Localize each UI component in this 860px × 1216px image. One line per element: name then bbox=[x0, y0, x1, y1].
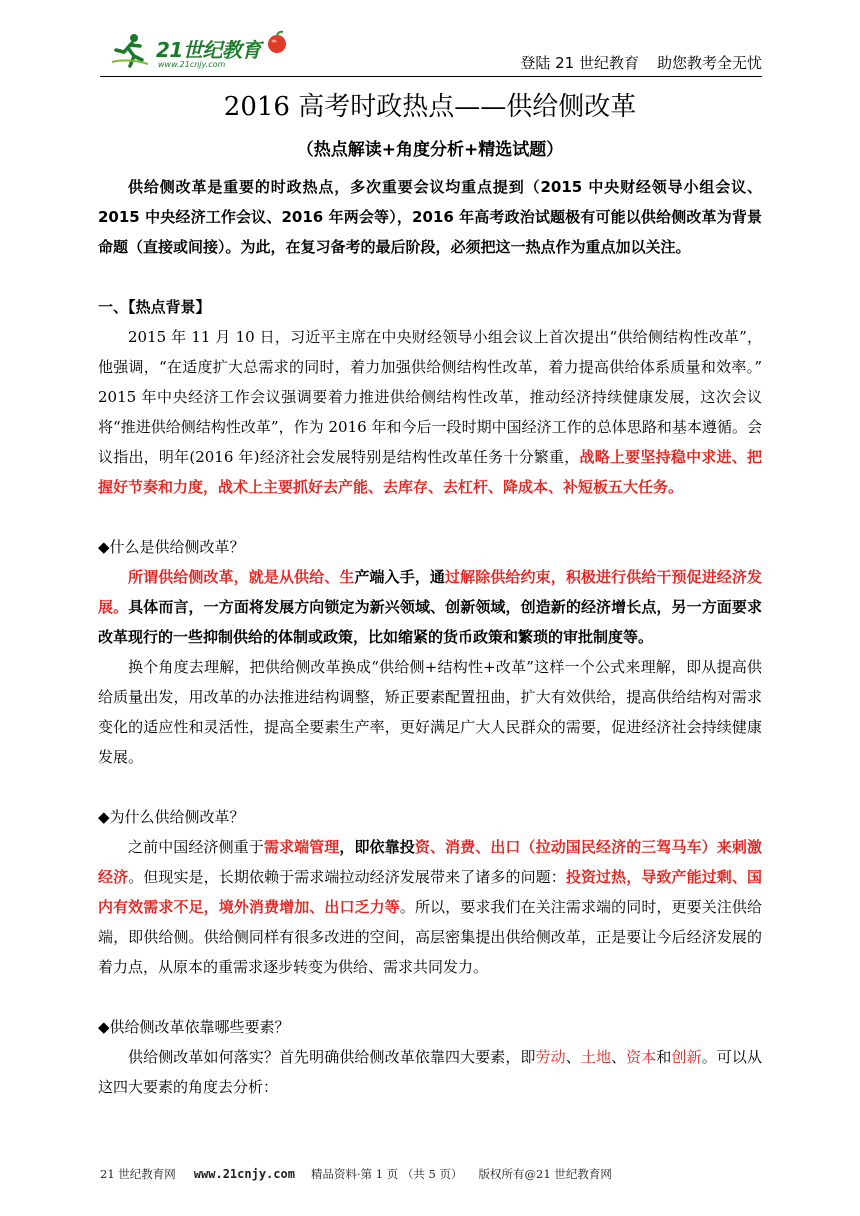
footer-page-info: 精品资料·第 1 页 （共 5 页） bbox=[310, 1167, 463, 1181]
factors-paragraph bbox=[98, 1042, 762, 1102]
why-paragraph bbox=[98, 832, 762, 982]
factors-sep-1: 、 bbox=[565, 1048, 581, 1066]
why-highlight-c: 投资过热，导致产能过剩、国内有效需求不足，境外消费增加、出口乏力等 bbox=[98, 868, 762, 916]
question-what-heading: ◆什么是供给侧改革？ bbox=[98, 538, 245, 556]
footer-copyright: 版权所有@21 世纪教育网 bbox=[478, 1167, 612, 1181]
background-text: 2015 年 11 月 10 日，习近平主席在中央财经领导小组会议上首次提出“供给侧结构性改革”，他强调，“在适度扩大总需求的同时，着力加强供给侧结构性改革，着力提高供给体系质量和效率。” 2015 年中央经济工作会议强调要着力推进供给侧结构性改革，推动经济持续健康发展，这次会议将“推进供给侧结构性改革”，作为 2016 年和今后一段时期中国经济工作的总体思路和基本遵循。会议指出，明年(2016 年)经济社会发展特别是结构性改革任务十分繁重， bbox=[98, 328, 762, 466]
factors-text-a: 供给侧改革如何落实？首先明确供给侧改革依靠四大要素，即 bbox=[128, 1048, 536, 1066]
factors-sep-2: 、 bbox=[611, 1048, 627, 1066]
why-text-a: 之前中国经济侧重于 bbox=[128, 838, 264, 856]
site-logo[interactable] bbox=[100, 28, 290, 74]
footer-source: 21 世纪教育网 bbox=[100, 1167, 176, 1181]
page-header bbox=[100, 28, 762, 76]
background-paragraph bbox=[98, 322, 762, 502]
why-highlight-b: 资、消费、出口（拉动国民经济的三驾马车）来刺激经济 bbox=[98, 838, 762, 886]
logo-url: www.21cnjy.com bbox=[158, 60, 226, 69]
question-factors-heading: ◆供给侧改革依靠哪些要素？ bbox=[98, 1018, 290, 1036]
factor-innovation: 创新 bbox=[671, 1048, 702, 1066]
apple-icon bbox=[265, 30, 289, 54]
what-text-b: 具体而言，一方面将发展方向锁定为新兴领域、创新领域，创造新的经济增长点，另一方面要求改革现行的一些抑制供给的体制或政策，比如缩紧的货币政策和繁琐的审批制度等。 bbox=[98, 598, 762, 646]
section-heading-background: 一、【热点背景】 bbox=[98, 298, 211, 316]
slogan-login: 登陆 21 世纪教育 bbox=[520, 54, 639, 72]
slogan-help: 助您教考全无忧 bbox=[656, 54, 762, 72]
page-footer bbox=[100, 1166, 762, 1182]
why-highlight-a: 需求端管理 bbox=[263, 838, 340, 856]
factor-labor: 劳动 bbox=[535, 1048, 566, 1066]
factor-land: 土地 bbox=[580, 1048, 612, 1066]
intro-paragraph: 供给侧改革是重要的时政热点，多次重要会议均重点提到（2015 中央财经领导小组会议、2015 中央经济工作会议、2016 年两会等），2016 年高考政治试题极有可能以供给侧改革为背景命题（直接或间接）。为此，在复习备考的最后阶段，必须把这一热点作为重点加以关注。 bbox=[98, 178, 762, 256]
what-highlight-b: 过解除供给约束，积极进行供给干预促进经济发展。 bbox=[98, 568, 762, 616]
article-body bbox=[98, 172, 762, 1102]
factor-capital: 资本 bbox=[626, 1048, 657, 1066]
what-text-a: 产端入手，通 bbox=[354, 568, 446, 586]
what-paragraph-2: 换个角度去理解，把供给侧改革换成“供给侧+结构性+改革”这样一个公式来理解，即从提高供给质量出发，用改革的办法推进结构调整，矫正要素配置扭曲，扩大有效供给，提高供给结构对需求变化的适应性和灵活性，提高全要素生产率，更好满足广大人民群众的需要，促进经济社会持续健康发展。 bbox=[98, 658, 762, 766]
header-divider bbox=[100, 76, 762, 77]
why-text-c: 。所以，要求我们在关注需求端的同时，更要关注供给端，即供给侧。供给侧同样有很多改进的空间，高层密集提出供给侧改革，正是要让今后经济发展的着力点，从原本的重需求逐步转变为供给、需求共同发力。 bbox=[98, 898, 762, 976]
question-why-heading: ◆为什么供给侧改革？ bbox=[98, 808, 245, 826]
page-title: 2016 高考时政热点——供给侧改革 bbox=[223, 92, 637, 122]
why-bold-a: ，即依靠投 bbox=[339, 838, 415, 856]
why-text-b: 。但现实是，长期依赖于需求端拉动经济发展带来了诸多的问题： bbox=[128, 868, 566, 886]
runner-icon bbox=[110, 32, 150, 70]
page-subtitle: （热点解读+角度分析+精选试题） bbox=[296, 140, 564, 160]
factors-text-b: 。可以从这四大要素的角度去分析： bbox=[98, 1048, 762, 1096]
header-slogan bbox=[502, 52, 762, 73]
what-paragraph-1 bbox=[98, 562, 762, 652]
background-highlight: 战略上要坚持稳中求进、把握好节奏和力度，战术上主要抓好去产能、去库存、去杠杆、降成本、补短板五大任务。 bbox=[98, 448, 762, 496]
logo-text: 21世纪教育 bbox=[156, 38, 261, 62]
what-highlight-a: 所谓供给侧改革，就是从供给、生 bbox=[128, 568, 355, 586]
factors-and: 和 bbox=[656, 1048, 672, 1066]
footer-site-link[interactable]: www.21cnjy.com bbox=[193, 1167, 295, 1181]
